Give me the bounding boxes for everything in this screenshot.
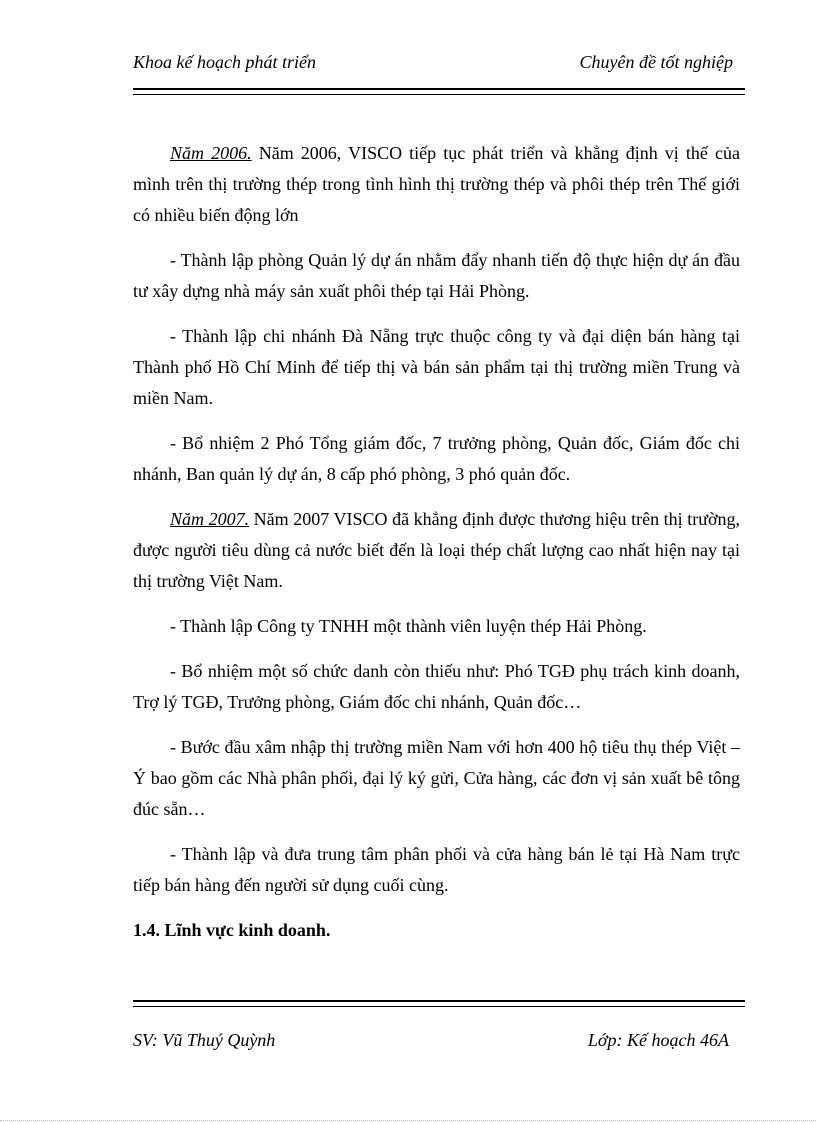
paragraph-2006-text: Năm 2006, VISCO tiếp tục phát triển và khẳng định vị thế của mình trên thị trường thép trong tình hình thị trường thép và phôi thép trên Thế giới có nhiều biến động lớn xyxy=(133,143,740,225)
page-footer xyxy=(133,1030,729,1060)
page-body xyxy=(133,138,740,960)
list-item: - Bước đầu xâm nhập thị trường miền Nam với hơn 400 hộ tiêu thụ thép Việt – Ý bao gồm các Nhà phân phối, đại lý ký gửi, Cửa hàng, các đơn vị sản xuất bê tông đúc sẵn… xyxy=(133,737,740,819)
footer-class: Lớp: Kế hoạch 46A xyxy=(587,1030,729,1050)
year-2006-label: Năm 2006. xyxy=(170,143,252,163)
paragraph-2007 xyxy=(133,504,740,597)
header-doc-type: Chuyên đề tốt nghiệp xyxy=(579,52,733,72)
header-divider xyxy=(133,88,745,95)
footer-student: SV: Vũ Thuý Quỳnh xyxy=(133,1030,276,1050)
year-2007-label: Năm 2007. xyxy=(170,509,250,529)
list-item: - Bổ nhiệm 2 Phó Tổng giám đốc, 7 trưởng phòng, Quản đốc, Giám đốc chi nhánh, Ban quản lý dự án, 8 cấp phó phòng, 3 phó quản đốc. xyxy=(133,433,740,484)
footer-divider xyxy=(133,1000,745,1007)
page-header xyxy=(133,50,733,80)
section-heading: 1.4. Lĩnh vực kinh doanh. xyxy=(133,920,331,940)
list-item: - Thành lập chi nhánh Đà Nẵng trực thuộc công ty và đại diện bán hàng tại Thành phố Hồ Chí Minh để tiếp thị và bán sản phẩm tại thị trường miền Trung và miền Nam. xyxy=(133,326,740,408)
page-edge xyxy=(0,1120,816,1121)
list-item: - Thành lập và đưa trung tâm phân phối và cửa hàng bán lẻ tại Hà Nam trực tiếp bán hàng đến người sử dụng cuối cùng. xyxy=(133,844,740,895)
header-faculty: Khoa kế hoạch phát triển xyxy=(133,52,316,72)
paragraph-2007-text: Năm 2007 VISCO đã khẳng định được thương hiệu trên thị trường, được người tiêu dùng cả nước biết đến là loại thép chất lượng cao nhất hiện nay tại thị trường Việt Nam. xyxy=(133,509,740,591)
paragraph-2006 xyxy=(133,138,740,231)
list-item: - Bổ nhiệm một số chức danh còn thiếu như: Phó TGĐ phụ trách kinh doanh, Trợ lý TGĐ, Trưởng phòng, Giám đốc chi nhánh, Quản đốc… xyxy=(133,661,740,712)
list-item: - Thành lập phòng Quản lý dự án nhằm đẩy nhanh tiến độ thực hiện dự án đầu tư xây dựng nhà máy sản xuất phôi thép tại Hải Phòng. xyxy=(133,250,740,301)
list-item: - Thành lập Công ty TNHH một thành viên luyện thép Hải Phòng. xyxy=(170,616,647,636)
